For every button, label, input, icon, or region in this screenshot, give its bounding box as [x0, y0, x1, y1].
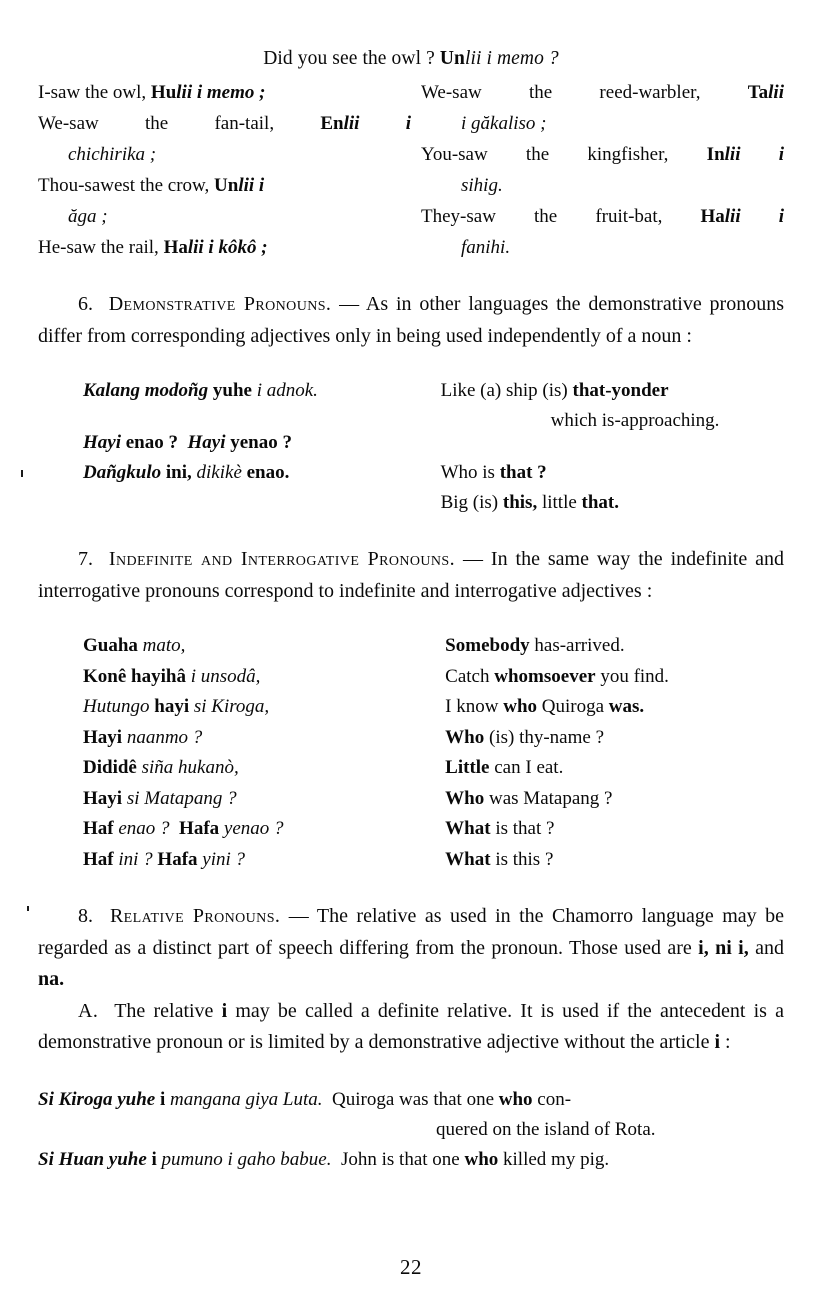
list-item [445, 784, 784, 815]
indef-chamorro-italic: i unsodâ, [190, 665, 261, 687]
section-8-paragraph [38, 901, 784, 996]
demo-english-bold: this, [502, 492, 538, 513]
table-row [38, 77, 784, 263]
list-item [441, 458, 784, 488]
indef-english-bold: who [503, 696, 538, 717]
section-8-title: Relative Pronouns. [109, 905, 281, 927]
list-item [38, 170, 411, 201]
verb-continuation: fanihi. [461, 237, 511, 258]
indef-chamorro-italic-2: yini ? [202, 848, 246, 870]
verb-continuation: ăga ; [68, 206, 108, 227]
verb-continuation: i găkaliso ; [461, 113, 547, 134]
indef-english-bold: Somebody [445, 635, 530, 656]
indef-chamorro-bold: Haf [83, 848, 114, 870]
section-6-title: Demonstrative Pronouns. [108, 293, 332, 315]
list-item [83, 723, 437, 754]
demo-chamorro-italic: Kalang modoñg [83, 380, 209, 401]
relative-word-ni-i: ni i, [715, 936, 749, 959]
indef-chamorro-italic: naanmo ? [126, 726, 203, 748]
indef-english-pre: I know [445, 696, 499, 717]
verb-chamorro-italic: lii i [343, 113, 411, 134]
rel-english-bold: who [464, 1148, 499, 1170]
list-item [38, 108, 411, 139]
verb-continuation: sihig. [461, 175, 503, 196]
list-item [421, 201, 784, 232]
list-item [83, 814, 437, 845]
indef-chamorro-bold: Haf [83, 818, 114, 839]
verb-chamorro-italic: lii i [724, 144, 784, 165]
verb-chamorro-italic: lii i kôkô ; [187, 237, 268, 258]
list-item [445, 631, 784, 662]
section-8-number: 8. [78, 905, 93, 927]
verb-english: They-saw the fruit-bat, [421, 206, 663, 227]
demo-english-continuation: which is-approaching. [550, 410, 720, 431]
list-item [38, 77, 411, 108]
indef-left-column [38, 631, 445, 875]
heading-english: Did you see the owl ? [263, 48, 435, 69]
indef-english: was Matapang ? [489, 787, 613, 809]
list-item [38, 232, 411, 263]
list-item [445, 662, 784, 693]
demo-chamorro-italic-2: Hayi [187, 432, 226, 453]
table-row [38, 376, 784, 518]
page-content [38, 46, 784, 1175]
list-item [38, 1085, 784, 1115]
list-item [83, 631, 437, 662]
list-item [83, 753, 437, 784]
list-item [441, 488, 784, 518]
rel-english: John is that one [340, 1148, 460, 1170]
section-8-dash: — [288, 905, 309, 927]
rel-chamorro-bold: i [151, 1148, 157, 1170]
indefinite-example-table [38, 631, 784, 875]
indef-english-bold: whomsoever [494, 665, 596, 687]
indef-right-column [445, 631, 784, 875]
verb-example-table [38, 77, 784, 263]
rel-chamorro-bold: i [159, 1088, 166, 1110]
list-item [445, 814, 784, 845]
indef-chamorro-italic: si Kiroga, [193, 696, 270, 717]
verb-chamorro-bold: Ta [747, 82, 769, 103]
demo-english: Who is [440, 462, 495, 483]
indef-english-bold: What [445, 848, 491, 870]
section-8a-paragraph [38, 996, 784, 1059]
list-item [38, 1145, 784, 1175]
section-8a-body-3: : [720, 1031, 731, 1053]
list-item [421, 139, 784, 170]
section-7-paragraph [38, 544, 784, 607]
indef-english-bold-2: was. [608, 696, 645, 717]
indef-chamorro-italic: siña hukanò, [141, 757, 239, 778]
verb-chamorro-bold: Un [214, 175, 239, 196]
list-item [445, 845, 784, 876]
rel-chamorro-italic-2: mangana giya Luta. [169, 1088, 323, 1110]
demo-english-2: little [541, 492, 577, 513]
section-8a-letter: A. [78, 999, 99, 1022]
indef-chamorro-italic-2: yenao ? [223, 818, 284, 839]
demo-english: Big (is) [440, 492, 499, 513]
heading-line [38, 46, 784, 72]
relative-word-na: na. [38, 968, 65, 990]
demo-chamorro-italic-2: i adnok. [256, 380, 318, 401]
verb-english: You-saw the kingfisher, [421, 144, 669, 165]
list-item [421, 77, 784, 108]
rel-english-continuation: quered on the island of Rota. [436, 1118, 656, 1140]
demo-chamorro-bold-2: enao. [246, 462, 290, 483]
list-item [83, 458, 433, 488]
rel-english-2: con- [537, 1088, 572, 1110]
verb-right-column [421, 77, 784, 263]
verb-english: We-saw the reed-warbler, [421, 82, 701, 103]
scan-artifact-speck [21, 470, 23, 477]
section-8a-body-2: may be called a definite relative. It is used if the antecedent is a demonstrative pronoun or is limited by a demonstrative adjective without the article [38, 999, 785, 1053]
section-7-dash: — [462, 548, 483, 570]
list-item [83, 845, 437, 876]
verb-chamorro-bold: Hu [150, 82, 177, 103]
verb-chamorro-bold: Ha [163, 237, 188, 258]
demo-chamorro-bold: ini, [165, 462, 192, 483]
section-8-body: The relative as used in the Chamorro language may be regarded as a distinct part of speech differing from the pronoun. Those used are [38, 905, 784, 959]
relative-example-block [38, 1085, 784, 1175]
demo-chamorro-bold: yuhe [212, 380, 252, 401]
page-number: 22 [400, 1255, 422, 1279]
relative-word-i: i, [698, 936, 709, 959]
verb-chamorro-bold: In [706, 144, 725, 165]
section-6-number: 6. [78, 293, 93, 315]
verb-left-column [38, 77, 421, 263]
indef-english: you find. [600, 665, 669, 687]
verb-chamorro-bold: En [320, 113, 344, 134]
heading-chamorro-italic: lii i memo ? [464, 48, 559, 69]
table-row [38, 631, 784, 875]
verb-continuation: chichirika ; [68, 144, 157, 165]
rel-english-bold: who [498, 1088, 533, 1110]
list-item [441, 376, 784, 406]
list-item [445, 692, 784, 723]
verb-chamorro-italic: lii i [238, 175, 265, 196]
verb-english: I-saw the owl, [38, 82, 147, 103]
demo-chamorro-italic: Hayi [83, 432, 121, 453]
indef-english: (is) thy-name ? [489, 726, 605, 748]
indef-chamorro-bold-2: Hafa [157, 848, 198, 870]
indef-english-pre: Catch [445, 665, 490, 687]
indef-english-bold: What [445, 818, 491, 839]
demo-chamorro-bold-2: yenao ? [230, 432, 292, 453]
indef-chamorro-italic-pre: Hutungo [83, 696, 150, 717]
indef-english: Quiroga [541, 696, 605, 717]
section-6-body: As in other languages the demonstrative pronouns differ from corresponding adjectives only in being used independently of a noun : [38, 293, 784, 347]
section-7-title: Indefinite and Interrogative Pronouns. [108, 548, 456, 570]
verb-english: We-saw the fan-tail, [38, 113, 275, 134]
indef-chamorro-bold: Hayi [83, 726, 123, 748]
rel-english: Quiroga was that one [332, 1088, 494, 1110]
section-8a-body: The relative [114, 999, 222, 1022]
rel-english-2: killed my pig. [503, 1148, 610, 1170]
indef-english-bold: Little [445, 757, 490, 778]
demo-chamorro-italic: Dañgkulo [83, 462, 162, 483]
indef-chamorro-italic: enao ? [118, 818, 170, 839]
section-6-paragraph [38, 289, 784, 352]
list-item [83, 784, 437, 815]
list-item [83, 692, 437, 723]
rel-chamorro-italic: Si Kiroga yuhe [38, 1088, 156, 1110]
section-7-body: In the same way the indefinite and interrogative pronouns correspond to indefinite and interrogative adjectives : [38, 548, 785, 602]
indef-english: can I eat. [494, 757, 564, 778]
scan-artifact-speck [27, 906, 29, 911]
indef-chamorro-italic: ini ? [118, 848, 153, 870]
verb-chamorro-italic: lii i [724, 206, 784, 227]
verb-chamorro-italic: lii [768, 82, 784, 103]
list-item [83, 376, 433, 406]
indef-chamorro-bold: Dididê [83, 757, 137, 778]
list-item [445, 723, 784, 754]
indef-english: has-arrived. [534, 635, 625, 656]
indef-english: is that ? [495, 818, 555, 839]
indef-chamorro-italic: mato, [142, 635, 186, 656]
section-7-number: 7. [78, 548, 93, 570]
verb-english: He-saw the rail, [38, 237, 159, 258]
indef-chamorro-bold: Hayi [83, 787, 123, 809]
indef-chamorro-bold-2: Hafa [179, 818, 220, 839]
demo-english: Like (a) ship (is) [440, 380, 568, 401]
list-item [83, 428, 433, 458]
indef-chamorro-italic: si Matapang ? [126, 787, 237, 809]
list-item [445, 753, 784, 784]
section-6-dash: — [339, 293, 360, 315]
verb-chamorro-italic: lii i memo ; [176, 82, 266, 103]
section-8-body-3: and [748, 936, 784, 959]
indef-chamorro-bold: hayi [154, 696, 190, 717]
indef-english-bold: Who [445, 787, 485, 809]
demo-english-bold: that-yonder [572, 380, 669, 401]
verb-chamorro-bold: Ha [700, 206, 725, 227]
indef-chamorro-bold: Konê hayihâ [83, 665, 186, 687]
relative-word-i-inline: i [221, 999, 228, 1022]
demo-chamorro-italic-2: dikikè [196, 462, 242, 483]
demo-english-bold: that ? [499, 462, 547, 483]
demo-english-bold-2: that. [581, 492, 620, 513]
list-item [83, 662, 437, 693]
demo-right-column [441, 376, 784, 518]
demo-left-column [38, 376, 441, 518]
indef-english: is this ? [495, 848, 554, 870]
demonstrative-example-table [38, 376, 784, 518]
rel-chamorro-italic: Si Huan yuhe [38, 1148, 147, 1170]
verb-english: Thou-sawest the crow, [38, 175, 210, 196]
indef-chamorro-bold: Guaha [83, 635, 138, 656]
heading-chamorro-bold: Un [439, 48, 465, 69]
rel-chamorro-italic-2: pumuno i gaho babue. [161, 1148, 332, 1170]
indef-english-bold: Who [445, 726, 485, 748]
article-word-i: i [714, 1031, 721, 1053]
demo-chamorro-bold: enao ? [125, 432, 178, 453]
